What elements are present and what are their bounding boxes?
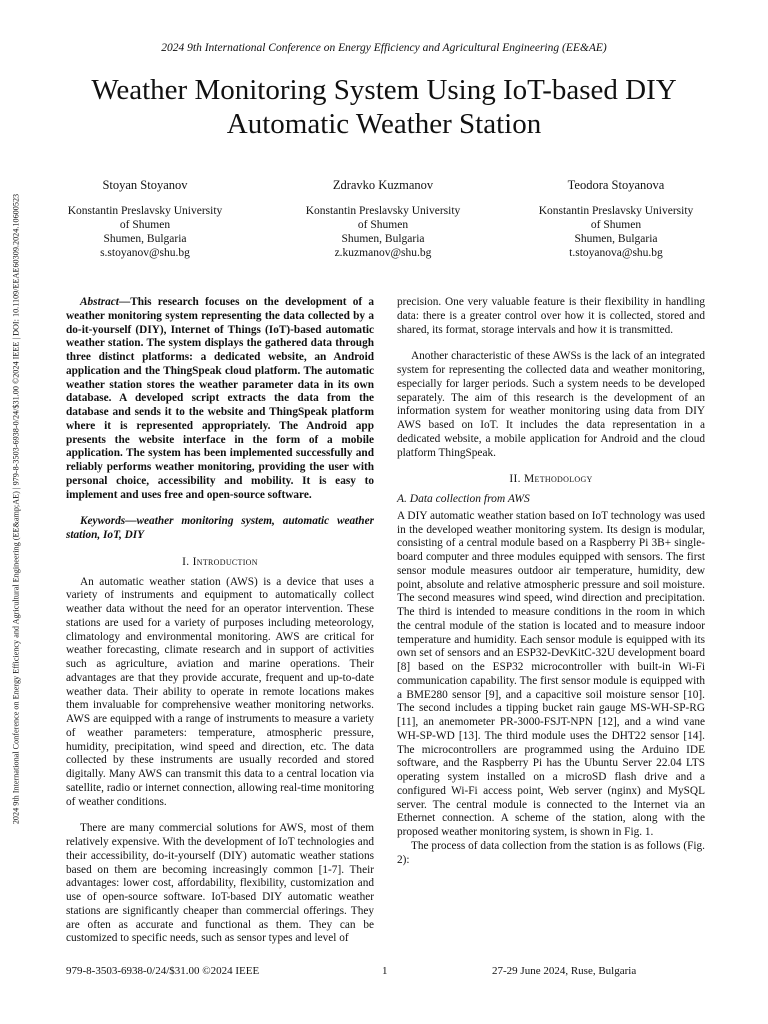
author-affiliation: Konstantin Preslavsky University xyxy=(305,205,461,217)
author-affiliation-line2: of Shumen xyxy=(590,219,642,231)
author-name: Stoyan Stoyanov xyxy=(102,178,188,192)
intro-paragraph-3: precision. One very valuable feature is their flexibility in handling data: there is a greater control over how it is collected, stored and shared, its format, storage intervals and how it is transmitted. xyxy=(397,296,705,336)
abstract xyxy=(66,296,374,502)
author-name: Teodora Stoyanova xyxy=(567,178,665,192)
keywords-text: —weather monitoring system, automatic weather station, IoT, DIY xyxy=(66,515,374,541)
author-3 xyxy=(506,178,726,260)
keywords xyxy=(66,515,374,543)
section-heading-introduction: I. Introduction xyxy=(182,555,258,568)
section-heading-methodology: II. Methodology xyxy=(509,473,593,486)
author-affiliation-line2: of Shumen xyxy=(357,219,409,231)
method-paragraph-1: A DIY automatic weather station based on IoT technology was used in the developed weather monitoring system. Its design is modular, consisting of a central module based on a Raspberry Pi 3B+ single-board computer and three modules equipped with sensors. The first sensor module measures outdoor air temperature, humidity, dew point, absolute and relative atmospheric pressure and soil moisture. The second measures wind speed, wind direction and precipitation. The third is intended to measure conditions in the room in which the central module of the station is located and to measure indoor temperature and humidity. Each sensor module is equipped with its own set of sensors and an ESP32-DevKitC-32U development board [8] based on the ESP32 microcontroller with built-in Wi-Fi communication capability. The first sensor module is equipped with a BME280 sensor [9], and a capacitive soil moisture sensor [10]. The second includes a tipping bucket rain gauge MS-WH-SP-RG [11], an anemometer PR-3000-FSJT-NPN [12], and a wind vane WH-SP-WD [13]. The third module uses the DHT22 sensor [14]. The microcontrollers are programmed using the Arduino IDE software, and the Raspberry Pi has the Ubuntu Server 22.04 LTS operating system installed on a microSD flash drive and a configured Wi-Fi access point, Web server (nginx) and MySQL server. The central module is connected to the Internet via an Ethernet connection. A scheme of the station, along with the proposed weather monitoring system, is shown in Fig. 1. xyxy=(397,509,705,838)
author-affiliation: Konstantin Preslavsky University xyxy=(538,205,694,217)
paper-title: Weather Monitoring System Using IoT-based DIY Automatic Weather Station xyxy=(91,74,677,140)
author-location: Shumen, Bulgaria xyxy=(103,233,187,245)
author-1 xyxy=(35,178,255,260)
left-column xyxy=(66,296,374,946)
author-email: z.kuzmanov@shu.bg xyxy=(334,247,432,259)
author-2 xyxy=(273,178,493,260)
method-paragraph-2: The process of data collection from the station is as follows (Fig. 2): xyxy=(397,839,705,866)
side-citation-text: 2024 9th International Conference on Energy Efficiency and Agricultural Engineering (EE&amp;AE) | 979-8-3503-6938-0/24/$31.00 ©2024 IEEE | DOI: 10.1109/EEAE60309.2024.10600523 xyxy=(11,193,21,825)
footer-conference-date: 27-29 June 2024, Ruse, Bulgaria xyxy=(492,965,637,977)
footer-page-number: 1 xyxy=(382,965,388,977)
author-email: s.stoyanov@shu.bg xyxy=(100,247,190,259)
author-email: t.stoyanova@shu.bg xyxy=(569,247,663,259)
intro-paragraph-1: An automatic weather station (AWS) is a device that uses a variety of instruments and equipment to automatically collect weather data without the need for an operator intervention. These stations are used for a variety of purposes including meteorology, climatology and environmental monitoring. AWS are critical for weather forecasting, climate research and in support of activities such as agriculture, aviation and marine operations. Their advantages are that they provide accurate, frequent and up-to-date weather data. Their ability to operate in remote locations makes them invaluable for comprehensive weather monitoring networks. AWS are equipped with a range of instruments to measure a variety of weather parameters: temperature, atmospheric pressure, humidity, precipitation, wind speed and direction, etc. The data collected by these instruments are usually recorded and stored digitally. Many AWS can transmit this data to a central location via satellite, radio or internet connection, allowing real-time monitoring of weather conditions. xyxy=(66,575,374,808)
author-affiliation: Konstantin Preslavsky University xyxy=(67,205,223,217)
subsection-heading: A. Data collection from AWS xyxy=(397,493,530,505)
abstract-text: —This research focuses on the development of a weather monitoring system representing the data collected by a do-it-yourself (DIY), Internet of Things (IoT)-based automatic weather station. The system displays the gathered data through three distinct platforms: a dedicated website, an Android application and the ThingSpeak cloud platform. The automatic weather station stores the weather parameter data in its own database. A developed script extracts the data from the database and sends it to the website and ThingSpeak platform where it is represented appropriately. The Android app presents the website interface in the form of a mobile application. The system has been implemented successfully and reliably performs weather monitoring, providing the user with personal choice, accessibility and mobility. It is easy to implement and uses free and open-source software. xyxy=(66,296,374,501)
author-affiliation-line2: of Shumen xyxy=(119,219,171,231)
author-name: Zdravko Kuzmanov xyxy=(332,178,434,192)
conference-header: 2024 9th International Conference on Energy Efficiency and Agricultural Engineering (EE&AE) xyxy=(161,42,607,54)
keywords-label: Keywords xyxy=(80,515,126,528)
footer-copyright: 979-8-3503-6938-0/24/$31.00 ©2024 IEEE xyxy=(66,965,260,977)
right-column xyxy=(397,296,705,867)
intro-paragraph-2: There are many commercial solutions for AWS, most of them relatively expensive. With the development of IoT technologies and their accessibility, do-it-yourself (DIY) automatic weather stations based on them are becoming increasingly common [1-7]. Their advantages: lower cost, affordability, flexibility, customization and use of open-source software. IoT-based DIY automatic weather stations are significantly cheaper than commercial offerings. They are often as accurate and functional as them. They can be customized to specific needs, such as sensor types and level of xyxy=(66,822,374,945)
side-margin-citation xyxy=(9,132,23,886)
author-location: Shumen, Bulgaria xyxy=(574,233,658,245)
author-location: Shumen, Bulgaria xyxy=(341,233,425,245)
intro-paragraph-4: Another characteristic of these AWSs is the lack of an integrated system for representing the collected data and weather monitoring, especially for larger periods. Such a system needs to be developed separately. The aim of this research is the development of an information system for weather monitoring using data from DIY AWS based on IoT. It includes the data representation in a dedicated website, a mobile application for Android and the cloud platform ThingSpeak. xyxy=(397,350,705,459)
abstract-label: Abstract xyxy=(80,296,119,308)
